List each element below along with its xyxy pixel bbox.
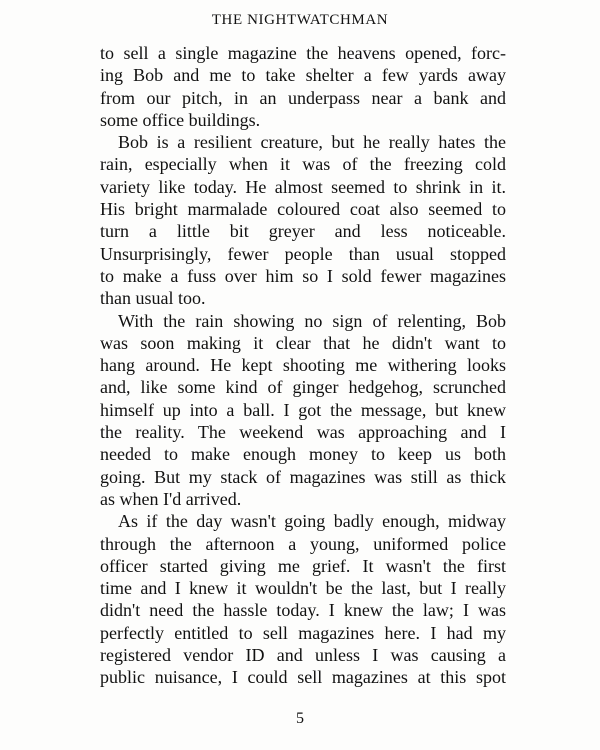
text-line: officer started giving me grief. It wasn't the first [100, 555, 506, 576]
text-line: As if the day wasn't going badly enough, midway [118, 511, 506, 532]
running-head: THE NIGHTWATCHMAN [211, 12, 389, 28]
text-line: rain, especially when it was of the freezing cold [100, 154, 506, 175]
text-line: Unsurprisingly, fewer people than usual stopped [100, 243, 506, 264]
text-line: didn't need the hassle today. I knew the law; I was [100, 600, 506, 621]
text-line: to sell a single magazine the heavens opened, forc- [100, 43, 506, 63]
text-line: through the afternoon a young, uniformed police [100, 533, 506, 554]
text-line: needed to make enough money to keep us both [100, 444, 506, 465]
text-line: With the rain showing no sign of relenting, Bob [118, 310, 506, 331]
text-line: to make a fuss over him so I sold fewer magazines [100, 265, 506, 286]
text-line: than usual too. [100, 288, 206, 309]
text-line: turn a little bit greyer and less noticeable. [100, 221, 506, 242]
text-line: His bright marmalade coloured coat also seemed to [100, 199, 506, 220]
text-line: some office buildings. [100, 109, 261, 130]
text-line: Bob is a resilient creature, but he really hates the [118, 132, 506, 153]
text-line: hang around. He kept shooting me withering looks [100, 355, 506, 376]
text-line: the reality. The weekend was approaching and I [100, 422, 506, 443]
text-line: ing Bob and me to take shelter a few yards away [100, 65, 506, 86]
text-line: himself up into a ball. I got the message, but knew [100, 399, 506, 420]
page-number: 5 [296, 710, 304, 727]
text-line: as when I'd arrived. [100, 488, 242, 509]
text-line: from our pitch, in an underpass near a bank and [100, 87, 506, 108]
text-line: and, like some kind of ginger hedgehog, scrunched [100, 377, 506, 398]
text-line: time and I knew it wouldn't be the last, but I really [100, 578, 506, 599]
text-line: perfectly entitled to sell magazines here. I had my [100, 622, 506, 643]
text-line: going. But my stack of magazines was still as thick [100, 466, 506, 487]
text-line: was soon making it clear that he didn't want to [100, 332, 506, 353]
text-line: public nuisance, I could sell magazines at this spot [100, 667, 506, 688]
text-line: variety like today. He almost seemed to shrink in it. [100, 176, 506, 197]
body-text [100, 42, 506, 689]
text-line: registered vendor ID and unless I was causing a [100, 645, 506, 666]
